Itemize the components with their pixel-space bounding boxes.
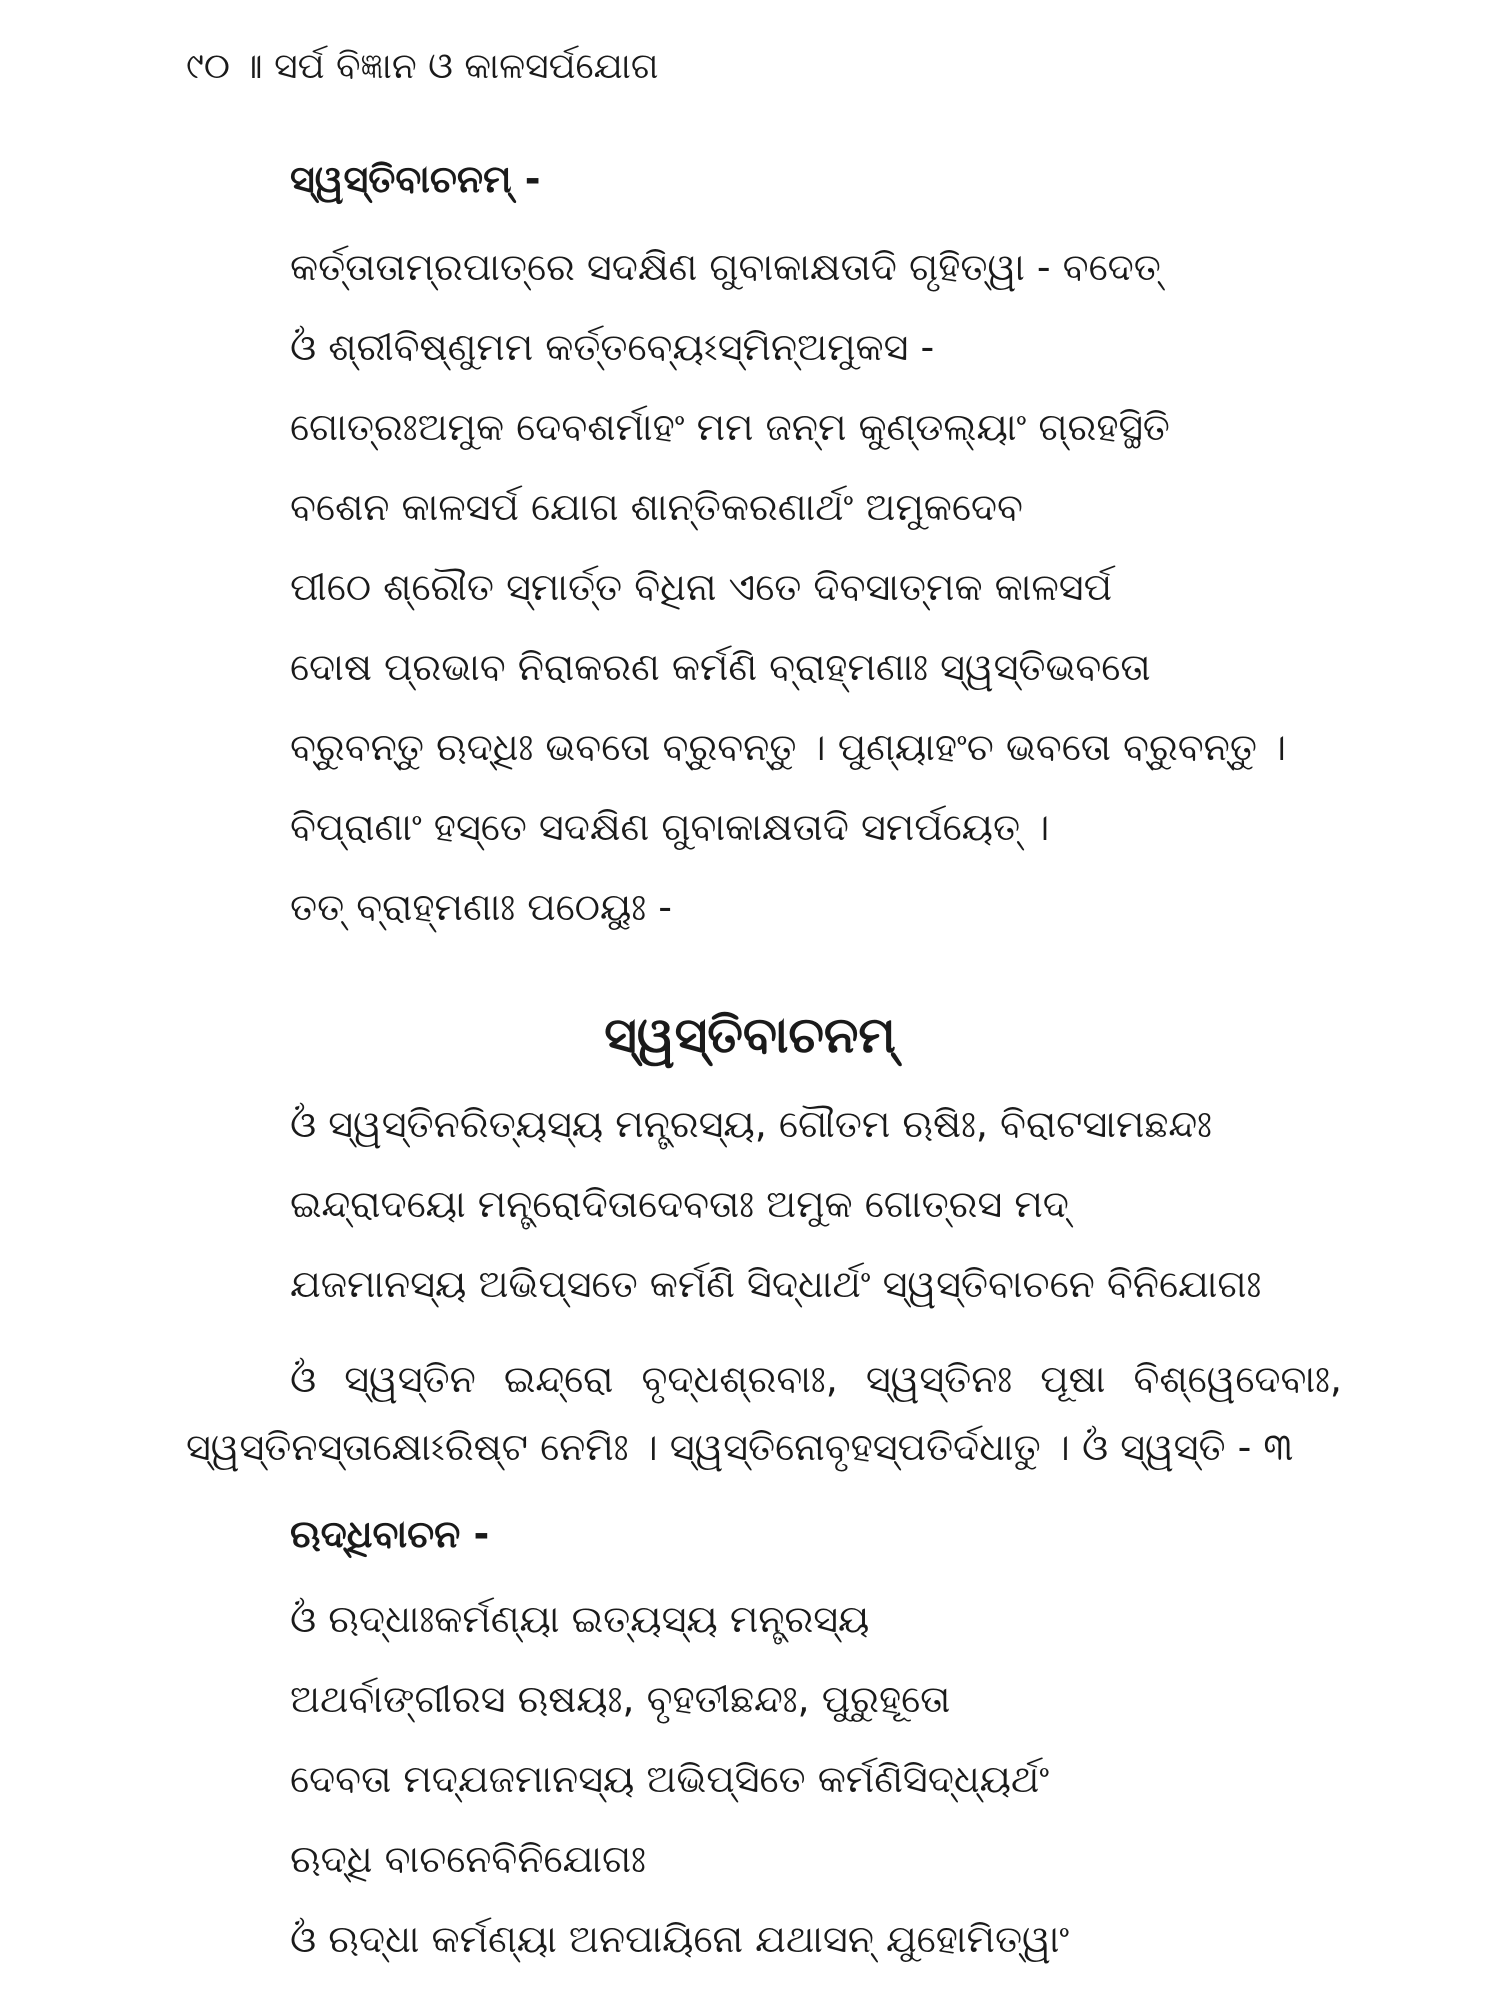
- section-heading-swastivachanam: ସ୍ୱସ୍ତିବାଚନମ୍ -: [290, 157, 541, 201]
- text-line: ଇନ୍ଦ୍ରାଦୟୋ ମନ୍ତ୍ରୋଦିତାଦେବତାଃ ଅମୁକ ଗୋତ୍ରସ ମଦ୍: [290, 1182, 1069, 1226]
- book-title: ସର୍ପ ବିଜ୍ଞାନ ଓ କାଳସର୍ପଯୋଗ: [274, 46, 659, 87]
- centered-title-swastivachanam: ସ୍ୱସ୍ତିବାଚନମ୍: [604, 1006, 896, 1064]
- text-line: ଦେବତା ମଦ୍‌ଯଜମାନସ୍ୟ ଅଭିପ୍ସିତେ କର୍ମଣିସିଦ୍ଧ୍ୟର୍ଥଂ: [290, 1757, 1050, 1801]
- text-line: କର୍ତ୍ତାତାମ୍ରପାତ୍ରେ ସଦକ୍ଷିଣ ଗୁବାକାକ୍ଷତାଦି ଗୃହିତ୍ୱା - ବଦେତ୍: [290, 245, 1161, 289]
- text-line: ଯଜମାନସ୍ୟ ଅଭିପ୍ସତେ କର୍ମଣି ସିଦ୍ଧାର୍ଥଂ ସ୍ୱସ୍ତିବାଚନେ ବିନିଯୋଗଃ: [290, 1262, 1262, 1306]
- text-line: ପୀଠେ ଶ୍ରୌତ ସ୍ମାର୍ତ୍ତ ବିଧିନା ଏତେ ଦିବସାତ୍ମକ କାଳସର୍ପ: [290, 565, 1112, 609]
- verse-line-justified: ଓଁ ସ୍ୱସ୍ତିନ ଇନ୍ଦ୍ରୋ ବୃଦ୍ଧଶ୍ରବାଃ, ସ୍ୱସ୍ତିନଃ ପୂଷା ବିଶ୍ୱେଦେବାଃ,: [290, 1357, 1342, 1401]
- running-header: [186, 38, 659, 96]
- header-separator: ॥: [241, 46, 263, 87]
- text-line: ଓଁ ଋଦ୍ଧାଃକର୍ମଣ୍ୟା ଇତ୍ୟସ୍ୟ ମନ୍ତ୍ରସ୍ୟ: [290, 1597, 870, 1641]
- text-line: ତତ୍ ବ୍ରାହ୍ମଣାଃ ପଠେୟୁଃ -: [290, 885, 672, 929]
- text-line: ବ୍ରୁବନ୍ତୁ ଋଦ୍ଧିଃ ଭବତୋ ବ୍ରୁବନ୍ତୁ । ପୁଣ୍ୟାହଂଚ ଭବତୋ ବ୍ରୁବନ୍ତୁ ।: [290, 725, 1287, 769]
- page-number: ୯୦: [186, 46, 230, 87]
- text-line: ଓଁ ସ୍ୱସ୍ତିନରିତ୍ୟସ୍ୟ ମନ୍ତ୍ରସ୍ୟ, ଗୌତମ ଋଷିଃ, ବିରାଟସାମଛନ୍ଦଃ: [290, 1102, 1212, 1146]
- text-line: ଓଁ ଋଦ୍ଧା କର୍ମଣ୍ୟା ଅନପାୟିନୋ ଯଥାସନ୍ ଯୁହୋମିତ୍ୱାଂ: [290, 1917, 1070, 1961]
- text-line: ଅଥର୍ବାଙ୍ଗୀରସ ଋଷୟଃ, ବୃହତୀଛନ୍ଦଃ, ପୁରୁହୂତୋ: [290, 1677, 951, 1721]
- section-heading-riddhivachana: ଋଦ୍ଧିବାଚନ -: [290, 1512, 490, 1556]
- text-line: ଋଦ୍ଧି ବାଚନେବିନିଯୋଗଃ: [290, 1837, 646, 1881]
- text-line: ଗୋତ୍ରଃଅମୁକ ଦେବଶର୍ମାହଂ ମମ ଜନ୍ମ କୁଣ୍ଡଲ୍ୟାଂ ଗ୍ରହସ୍ଥିତି: [290, 405, 1170, 449]
- text-line: ବଶେନ କାଳସର୍ପ ଯୋଗ ଶାନ୍ତିକରଣାର୍ଥଂ ଅମୁକଦେବ: [290, 485, 1023, 529]
- text-line: ଦୋଷ ପ୍ରଭାବ ନିରାକରଣ କର୍ମଣି ବ୍ରାହ୍ମଣାଃ ସ୍ୱସ୍ତିଭବତୋ: [290, 645, 1151, 689]
- text-line: ଓଁ ଶ୍ରୀବିଷ୍ଣୁମମ କର୍ତ୍ତବ୍ୟେଽସ୍ମିନ୍‌ଅମୁକସ -: [290, 325, 935, 369]
- text-line: ବିପ୍ରାଣାଂ ହସ୍ତେ ସଦକ୍ଷିଣ ଗୁବାକାକ୍ଷତାଦି ସମର୍ପୟେତ୍ ।: [290, 805, 1050, 849]
- verse-line-continuation: ସ୍ୱସ୍ତିନସ୍ତାକ୍ଷୋଽରିଷ୍ଟ ନେମିଃ । ସ୍ୱସ୍ତିନୋବୃହସ୍ପତିର୍ଦଧାତୁ । ଓଁ ସ୍ୱସ୍ତି - ୩: [186, 1425, 1294, 1469]
